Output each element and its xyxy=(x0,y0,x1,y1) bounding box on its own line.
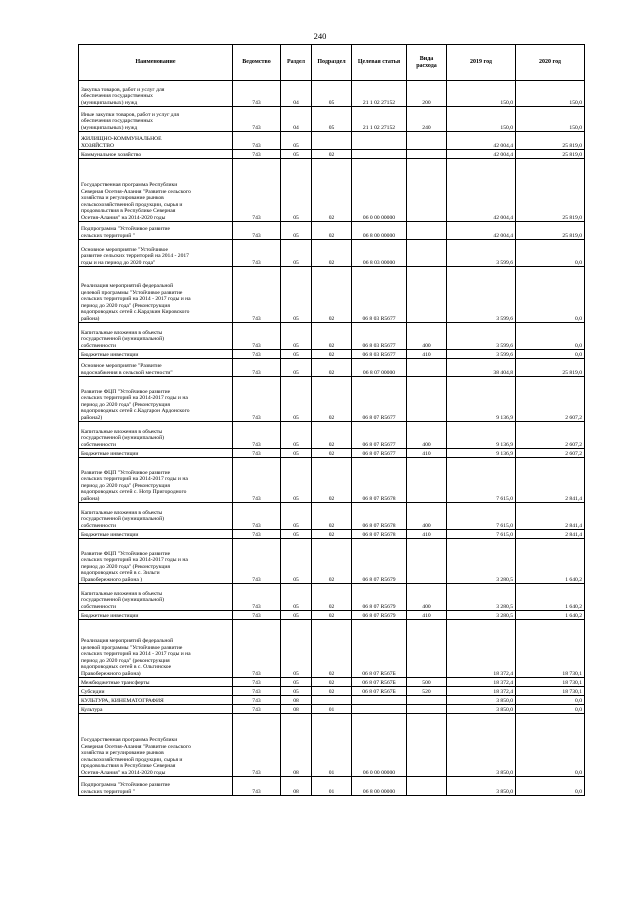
row-department: 743 xyxy=(233,539,281,584)
row-amount-2019: 3 850,0 xyxy=(447,696,516,705)
table-row xyxy=(79,687,585,696)
row-department: 743 xyxy=(233,584,281,611)
row-subsection xyxy=(312,132,352,150)
row-subsection: 02 xyxy=(312,323,352,350)
row-department: 743 xyxy=(233,620,281,678)
row-name: Закупка товаров, работ и услуг для обеспечения государственных (муниципальных) нужд xyxy=(79,81,233,107)
row-amount-2020: 25 819,0 xyxy=(516,359,585,377)
row-target-item: 06 8 07 R5677 xyxy=(352,377,407,422)
row-target-item: 06 8 03 R5677 xyxy=(352,267,407,323)
header-year-2020: 2020 год xyxy=(516,45,585,81)
row-name: Бюджетные инвестиции xyxy=(79,611,233,620)
row-subsection: 02 xyxy=(312,240,352,267)
row-amount-2020: 150,0 xyxy=(516,81,585,107)
row-department: 743 xyxy=(233,611,281,620)
table-row xyxy=(79,359,585,377)
row-name: Государственная программа Республики Северная Осетия-Алания "Развитие сельского хозяйства и регулирование рынков сельскохозяйственной продукции, сырья и продовольствия в Республике Северная Осетия-Алания" на 2014-2020 годы xyxy=(79,714,233,777)
row-department: 743 xyxy=(233,350,281,359)
row-amount-2020: 2 841,4 xyxy=(516,503,585,530)
row-subsection: 02 xyxy=(312,458,352,503)
table-row xyxy=(79,611,585,620)
row-amount-2019: 9 136,9 xyxy=(447,449,516,458)
table-row xyxy=(79,107,585,132)
row-amount-2019: 18 372,4 xyxy=(447,620,516,678)
row-section: 08 xyxy=(281,696,312,705)
row-subsection: 02 xyxy=(312,687,352,696)
row-subsection: 02 xyxy=(312,530,352,539)
row-target-item: 06 8 07 R5679 xyxy=(352,539,407,584)
row-section: 05 xyxy=(281,222,312,240)
row-amount-2020: 2 841,4 xyxy=(516,458,585,503)
row-amount-2020: 25 819,0 xyxy=(516,159,585,222)
row-section: 08 xyxy=(281,777,312,796)
header-target-item: Целевая статья xyxy=(352,45,407,81)
row-expense-type xyxy=(407,222,447,240)
row-department: 743 xyxy=(233,150,281,159)
table-row xyxy=(79,422,585,449)
row-subsection: 02 xyxy=(312,449,352,458)
header-expense-type: Вида расхода xyxy=(407,45,447,81)
row-amount-2020: 2 841,4 xyxy=(516,530,585,539)
row-amount-2019: 9 136,9 xyxy=(447,377,516,422)
row-subsection: 02 xyxy=(312,377,352,422)
row-section: 05 xyxy=(281,359,312,377)
row-department: 743 xyxy=(233,503,281,530)
row-expense-type: 200 xyxy=(407,81,447,107)
table-row xyxy=(79,530,585,539)
row-amount-2019: 38 404,8 xyxy=(447,359,516,377)
row-section: 05 xyxy=(281,350,312,359)
row-expense-type: 400 xyxy=(407,422,447,449)
row-section: 05 xyxy=(281,584,312,611)
row-subsection: 01 xyxy=(312,777,352,796)
row-target-item: 06 8 07 R5678 xyxy=(352,503,407,530)
row-target-item: 06 0 00 00000 xyxy=(352,159,407,222)
row-target-item: 06 8 07 R567Б xyxy=(352,678,407,687)
row-amount-2019: 3 850,0 xyxy=(447,705,516,714)
row-name: Реализация мероприятий федеральной целевой программы "Устойчивое развитие сельских территорий на 2014 - 2017 годы и на период до 2020 года" (реконструкция водопроводных сетей в с. Ольгинское Правобережного района) xyxy=(79,620,233,678)
row-target-item: 06 0 00 00000 xyxy=(352,714,407,777)
table-row xyxy=(79,267,585,323)
row-subsection: 02 xyxy=(312,350,352,359)
table-row xyxy=(79,503,585,530)
row-amount-2020: 25 819,0 xyxy=(516,222,585,240)
row-amount-2020: 150,0 xyxy=(516,107,585,132)
row-section: 05 xyxy=(281,132,312,150)
row-target-item: 06 8 07 R5679 xyxy=(352,584,407,611)
row-department: 743 xyxy=(233,377,281,422)
row-amount-2020: 18 730,1 xyxy=(516,687,585,696)
table-row xyxy=(79,81,585,107)
row-name: Развитие ФЦП "Устойчивое развитие сельских территорий на 2014-2017 годы и на период до 2020 года" (Реконструкция водопроводных сетей с. Нотр Пригородного района) xyxy=(79,458,233,503)
row-department: 743 xyxy=(233,714,281,777)
row-subsection: 02 xyxy=(312,159,352,222)
row-amount-2019: 18 372,4 xyxy=(447,678,516,687)
row-expense-type xyxy=(407,777,447,796)
table-row xyxy=(79,350,585,359)
row-name: Подпрограмма "Устойчивое развитие сельских территорий " xyxy=(79,222,233,240)
row-department: 743 xyxy=(233,107,281,132)
table-row xyxy=(79,705,585,714)
row-name: Бюджетные инвестиции xyxy=(79,449,233,458)
row-amount-2020: 2 607,2 xyxy=(516,449,585,458)
row-amount-2019: 3 280,5 xyxy=(447,611,516,620)
row-department: 743 xyxy=(233,267,281,323)
row-name: Основное мероприятие "Развитие водоснабжения в сельской местности" xyxy=(79,359,233,377)
row-expense-type xyxy=(407,240,447,267)
row-target-item: 06 8 07 R5677 xyxy=(352,449,407,458)
row-amount-2019: 3 280,5 xyxy=(447,584,516,611)
row-expense-type: 410 xyxy=(407,350,447,359)
row-department: 743 xyxy=(233,530,281,539)
row-name: Реализация мероприятий федеральной целевой программы "Устойчивое развитие сельских территорий на 2014 - 2017 годы и на период до 2020 года" (Реконструкция водопроводных сетей с.Кардзкин Кировского района) xyxy=(79,267,233,323)
row-section: 05 xyxy=(281,678,312,687)
row-name: Бюджетные инвестиции xyxy=(79,350,233,359)
table-row xyxy=(79,620,585,678)
table-row xyxy=(79,150,585,159)
row-target-item: 06 8 07 R5678 xyxy=(352,458,407,503)
row-expense-type xyxy=(407,458,447,503)
row-amount-2019: 42 004,4 xyxy=(447,132,516,150)
row-amount-2020: 0,0 xyxy=(516,714,585,777)
row-subsection: 05 xyxy=(312,81,352,107)
row-department: 743 xyxy=(233,696,281,705)
row-amount-2019: 7 615,0 xyxy=(447,530,516,539)
table-row xyxy=(79,539,585,584)
row-target-item: 06 8 07 R5679 xyxy=(352,611,407,620)
row-subsection: 02 xyxy=(312,222,352,240)
row-amount-2020: 18 730,1 xyxy=(516,620,585,678)
row-name: Развитие ФЦП "Устойчивое развитие сельских территорий на 2014-2017 годы и на период до 2020 года" (Реконструкция водопроводных сетей с.Кадгарон Ардонского района2) xyxy=(79,377,233,422)
row-target-item: 06 8 00 00000 xyxy=(352,777,407,796)
row-expense-type: 520 xyxy=(407,687,447,696)
row-name: Капитальные вложения в объекты государственной (муниципальной) собственности xyxy=(79,584,233,611)
row-subsection: 02 xyxy=(312,267,352,323)
row-expense-type xyxy=(407,150,447,159)
row-amount-2020: 2 607,2 xyxy=(516,377,585,422)
row-subsection: 02 xyxy=(312,422,352,449)
row-name: Капитальные вложения в объекты государственной (муниципальной) собственности xyxy=(79,422,233,449)
table-row xyxy=(79,777,585,796)
row-department: 743 xyxy=(233,705,281,714)
row-amount-2020: 0,0 xyxy=(516,777,585,796)
row-amount-2020: 25 819,0 xyxy=(516,150,585,159)
row-name: Капитальные вложения в объекты государственной (муниципальной) собственности xyxy=(79,323,233,350)
row-target-item: 06 8 07 00000 xyxy=(352,359,407,377)
row-subsection: 02 xyxy=(312,620,352,678)
row-target-item: 06 8 07 R567Б xyxy=(352,620,407,678)
header-subsection: Подраздел xyxy=(312,45,352,81)
row-name: КУЛЬТУРА, КИНЕМАТОГРАФИЯ xyxy=(79,696,233,705)
row-target-item: 06 8 07 R5678 xyxy=(352,530,407,539)
row-section: 05 xyxy=(281,323,312,350)
table-row xyxy=(79,584,585,611)
row-amount-2019: 3 599,6 xyxy=(447,323,516,350)
row-subsection: 05 xyxy=(312,107,352,132)
table-row xyxy=(79,240,585,267)
table-row xyxy=(79,159,585,222)
row-target-item: 06 8 03 R5677 xyxy=(352,323,407,350)
row-expense-type: 400 xyxy=(407,323,447,350)
row-amount-2019: 7 615,0 xyxy=(447,503,516,530)
row-expense-type: 410 xyxy=(407,449,447,458)
row-subsection: 01 xyxy=(312,714,352,777)
row-section: 08 xyxy=(281,714,312,777)
row-name: Капитальные вложения в объекты государственной (муниципальной) собственности xyxy=(79,503,233,530)
row-subsection: 02 xyxy=(312,678,352,687)
row-section: 05 xyxy=(281,449,312,458)
row-expense-type xyxy=(407,620,447,678)
row-target-item: 21 1 02 27152 xyxy=(352,81,407,107)
row-amount-2019: 3 599,6 xyxy=(447,350,516,359)
header-department: Ведомство xyxy=(233,45,281,81)
budget-table xyxy=(78,44,585,796)
row-amount-2019: 3 599,6 xyxy=(447,267,516,323)
row-expense-type: 240 xyxy=(407,107,447,132)
row-amount-2020: 0,0 xyxy=(516,350,585,359)
row-department: 743 xyxy=(233,81,281,107)
table-row xyxy=(79,222,585,240)
row-subsection: 02 xyxy=(312,539,352,584)
row-subsection: 02 xyxy=(312,584,352,611)
row-section: 05 xyxy=(281,539,312,584)
table-header-row xyxy=(79,45,585,81)
table-row xyxy=(79,678,585,687)
row-name: Бюджетные инвестиции xyxy=(79,530,233,539)
row-expense-type: 400 xyxy=(407,503,447,530)
row-department: 743 xyxy=(233,449,281,458)
row-expense-type: 410 xyxy=(407,530,447,539)
row-amount-2020: 0,0 xyxy=(516,267,585,323)
row-expense-type xyxy=(407,267,447,323)
row-amount-2019: 3 850,0 xyxy=(447,777,516,796)
row-subsection: 02 xyxy=(312,150,352,159)
row-amount-2019: 3 850,0 xyxy=(447,714,516,777)
row-amount-2020: 18 730,1 xyxy=(516,678,585,687)
row-section: 05 xyxy=(281,159,312,222)
row-subsection: 02 xyxy=(312,503,352,530)
row-target-item: 06 8 00 00000 xyxy=(352,222,407,240)
row-section: 05 xyxy=(281,377,312,422)
row-name: Развитие ФЦП "Устойчивое развитие сельских территорий на 2014-2017 годы и на период до 2020 года" (Реконструкция водопроводных сетей в с. Зильги Правобережного района ) xyxy=(79,539,233,584)
row-amount-2020: 0,0 xyxy=(516,323,585,350)
row-name: Культура xyxy=(79,705,233,714)
row-subsection xyxy=(312,696,352,705)
row-amount-2019: 3 280,5 xyxy=(447,539,516,584)
row-target-item xyxy=(352,132,407,150)
row-name: Иные закупки товаров, работ и услуг для обеспечения государственных (муниципальных) нужд xyxy=(79,107,233,132)
row-amount-2020: 0,0 xyxy=(516,705,585,714)
row-amount-2019: 42 004,4 xyxy=(447,222,516,240)
table-row xyxy=(79,377,585,422)
row-expense-type: 400 xyxy=(407,584,447,611)
row-name: ЖИЛИЩНО-КОММУНАЛЬНОЕ ХОЗЯЙСТВО xyxy=(79,132,233,150)
row-expense-type xyxy=(407,377,447,422)
row-target-item: 06 8 03 R5677 xyxy=(352,350,407,359)
row-target-item xyxy=(352,696,407,705)
row-section: 05 xyxy=(281,687,312,696)
row-expense-type xyxy=(407,159,447,222)
row-target-item: 06 8 07 R567Б xyxy=(352,687,407,696)
row-section: 05 xyxy=(281,422,312,449)
row-amount-2020: 2 607,2 xyxy=(516,422,585,449)
row-name: Основное мероприятие "Устойчивое развитие сельских территорий на 2014 - 2017 годы и на период до 2020 года" xyxy=(79,240,233,267)
row-section: 05 xyxy=(281,240,312,267)
row-section: 05 xyxy=(281,267,312,323)
row-section: 05 xyxy=(281,150,312,159)
row-department: 743 xyxy=(233,422,281,449)
row-section: 05 xyxy=(281,620,312,678)
row-department: 743 xyxy=(233,687,281,696)
row-amount-2019: 42 004,4 xyxy=(447,159,516,222)
row-amount-2019: 150,0 xyxy=(447,107,516,132)
row-target-item: 21 1 02 27152 xyxy=(352,107,407,132)
row-subsection: 02 xyxy=(312,611,352,620)
row-name: Подпрограмма "Устойчивое развитие сельских территорий " xyxy=(79,777,233,796)
row-target-item xyxy=(352,150,407,159)
row-expense-type xyxy=(407,539,447,584)
row-expense-type xyxy=(407,714,447,777)
row-name: Коммунальное хозяйство xyxy=(79,150,233,159)
row-amount-2020: 25 819,0 xyxy=(516,132,585,150)
row-amount-2019: 42 004,4 xyxy=(447,150,516,159)
row-department: 743 xyxy=(233,240,281,267)
table-row xyxy=(79,696,585,705)
row-section: 05 xyxy=(281,458,312,503)
row-department: 743 xyxy=(233,678,281,687)
row-department: 743 xyxy=(233,159,281,222)
table-row xyxy=(79,449,585,458)
header-year-2019: 2019 год xyxy=(447,45,516,81)
row-subsection: 01 xyxy=(312,705,352,714)
table-row xyxy=(79,323,585,350)
row-amount-2020: 0,0 xyxy=(516,240,585,267)
row-amount-2019: 18 372,4 xyxy=(447,687,516,696)
row-department: 743 xyxy=(233,359,281,377)
row-department: 743 xyxy=(233,323,281,350)
row-expense-type xyxy=(407,705,447,714)
row-target-item xyxy=(352,705,407,714)
row-expense-type: 410 xyxy=(407,611,447,620)
row-name: Государственная программа Республики Северная Осетия-Алания "Развитие сельского хозяйства и регулирование рынков сельскохозяйственной продукции, сырья и продовольствия в Республике Северная Осетия-Алания" на 2014-2020 годы xyxy=(79,159,233,222)
row-amount-2019: 150,0 xyxy=(447,81,516,107)
row-amount-2019: 3 599,6 xyxy=(447,240,516,267)
row-section: 04 xyxy=(281,107,312,132)
row-expense-type: 500 xyxy=(407,678,447,687)
table-row xyxy=(79,458,585,503)
table-row xyxy=(79,714,585,777)
header-section: Раздел xyxy=(281,45,312,81)
row-target-item: 06 8 07 R5677 xyxy=(352,422,407,449)
row-name: Субсидии xyxy=(79,687,233,696)
row-section: 05 xyxy=(281,503,312,530)
row-expense-type xyxy=(407,696,447,705)
row-subsection: 02 xyxy=(312,359,352,377)
row-amount-2019: 9 136,9 xyxy=(447,422,516,449)
row-section: 05 xyxy=(281,611,312,620)
row-amount-2020: 1 640,2 xyxy=(516,539,585,584)
row-section: 08 xyxy=(281,705,312,714)
row-amount-2020: 1 640,2 xyxy=(516,611,585,620)
row-section: 05 xyxy=(281,530,312,539)
row-expense-type xyxy=(407,132,447,150)
row-department: 743 xyxy=(233,132,281,150)
row-amount-2020: 0,0 xyxy=(516,696,585,705)
page-number: 240 xyxy=(313,31,327,41)
header-name: Наименование xyxy=(79,45,233,81)
row-department: 743 xyxy=(233,777,281,796)
row-expense-type xyxy=(407,359,447,377)
row-target-item: 06 8 03 00000 xyxy=(352,240,407,267)
row-amount-2019: 7 615,0 xyxy=(447,458,516,503)
row-department: 743 xyxy=(233,222,281,240)
row-section: 04 xyxy=(281,81,312,107)
row-department: 743 xyxy=(233,458,281,503)
table-row xyxy=(79,132,585,150)
row-amount-2020: 1 640,2 xyxy=(516,584,585,611)
row-name: Межбюджетные трансферты xyxy=(79,678,233,687)
